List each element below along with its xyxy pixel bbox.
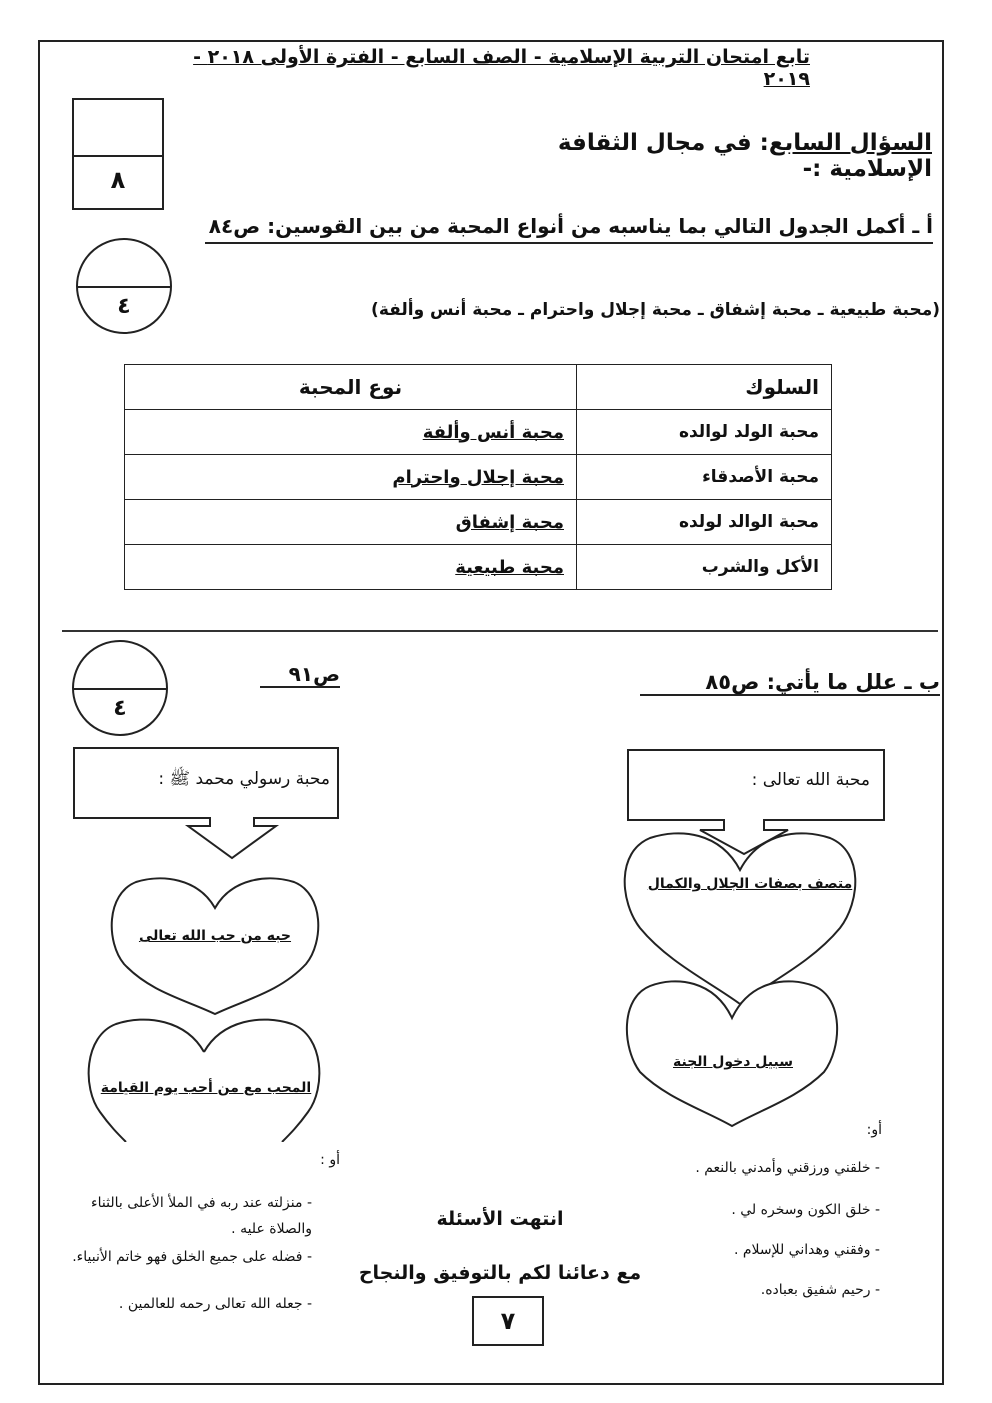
right-list-item: - خلق الكون وسخره لي . — [731, 1202, 880, 1218]
right-heart-1-text: متصف بصفات الجلال والكمال — [647, 876, 853, 892]
left-heart-2-text: المحب مع من أحب يوم القيامة — [100, 1080, 312, 1096]
right-list-item: - وفقني وهداني للإسلام . — [733, 1242, 880, 1258]
left-callout-arrow — [72, 746, 342, 862]
total-score-box — [72, 98, 164, 210]
right-heart-2-text: سبيل دخول الجنة — [673, 1054, 793, 1070]
table-header-row — [125, 365, 832, 410]
table-row — [125, 410, 832, 455]
question-title: السؤال السابع — [768, 130, 932, 156]
row-answer: محبة إشفاق — [125, 500, 577, 545]
section-divider — [62, 630, 938, 632]
left-list-item: - منزلته عند ربه في الملأ الأعلى بالثناء والصلاة عليه . — [91, 1195, 312, 1237]
part-b-score-circle — [72, 640, 168, 736]
part-b-score: ٤ — [113, 696, 127, 721]
footer-end-text: انتهت الأسئلة — [436, 1208, 564, 1230]
right-list-item: - خلقني ورزقني وأمدني بالنعم . — [695, 1160, 880, 1176]
table-row — [125, 545, 832, 590]
circle-divider — [74, 688, 166, 690]
page-number: ٧ — [472, 1296, 544, 1346]
header-love-type: نوع المحبة — [125, 365, 577, 410]
total-score-value: ٨ — [110, 166, 126, 194]
row-answer: محبة طبيعية — [125, 545, 577, 590]
left-heart-1-text: حبه من حب الله تعالى — [138, 928, 292, 944]
part-a-options: (محبة طبيعية ـ محبة إشفاق ـ محبة إجلال واحترام ـ محبة أنس وألفة) — [371, 300, 940, 320]
right-heart-2 — [622, 970, 842, 1130]
circle-divider — [78, 286, 170, 288]
left-list-item: - فضله على جميع الخلق فهو خاتم الأنبياء. — [72, 1249, 312, 1265]
footer-wish-text: مع دعائنا لكم بالتوفيق والنجاح — [358, 1262, 642, 1284]
part-a-score: ٤ — [117, 294, 131, 319]
right-list-item: - رحيم شفيق بعباده. — [760, 1282, 880, 1298]
part-b-instruction: ب ـ علل ما يأتي: ص٨٥ — [640, 670, 940, 696]
table-row — [125, 455, 832, 500]
right-or-label: أو: — [866, 1122, 882, 1138]
row-answer: محبة أنس وألفة — [125, 410, 577, 455]
love-types-table — [124, 364, 832, 590]
row-behavior: الأكل والشرب — [577, 545, 832, 590]
question-subtitle: : في مجال الثقافة الإسلامية :- — [557, 130, 932, 182]
row-behavior: محبة الوالد لولده — [577, 500, 832, 545]
score-divider — [74, 155, 162, 157]
left-heart-1 — [106, 872, 324, 1018]
row-behavior: محبة الولد لوالده — [577, 410, 832, 455]
exam-header-title: تابع امتحان التربية الإسلامية - الصف السابع - الفترة الأولى ٢٠١٨ - ٢٠١٩ — [193, 46, 810, 90]
table-row — [125, 500, 832, 545]
part-b-page-ref: ص٩١ — [260, 662, 340, 688]
header-behavior: السلوك — [577, 365, 832, 410]
row-answer: محبة إجلال واحترام — [125, 455, 577, 500]
row-behavior: محبة الأصدقاء — [577, 455, 832, 500]
part-a-score-circle — [76, 238, 172, 334]
left-callout-text: محبة رسولي محمد ﷺ : — [158, 769, 330, 789]
part-a-instruction: أ ـ أكمل الجدول التالي بما يناسبه من أنواع المحبة من بين القوسين: ص٨٤ — [205, 214, 933, 244]
left-or-label: أو : — [320, 1152, 340, 1168]
question-heading — [500, 130, 932, 182]
left-list-item: - جعله الله تعالى رحمه للعالمين . — [118, 1296, 312, 1312]
right-callout-text: محبة الله تعالى : — [751, 770, 870, 790]
left-heart-2 — [84, 1012, 324, 1142]
